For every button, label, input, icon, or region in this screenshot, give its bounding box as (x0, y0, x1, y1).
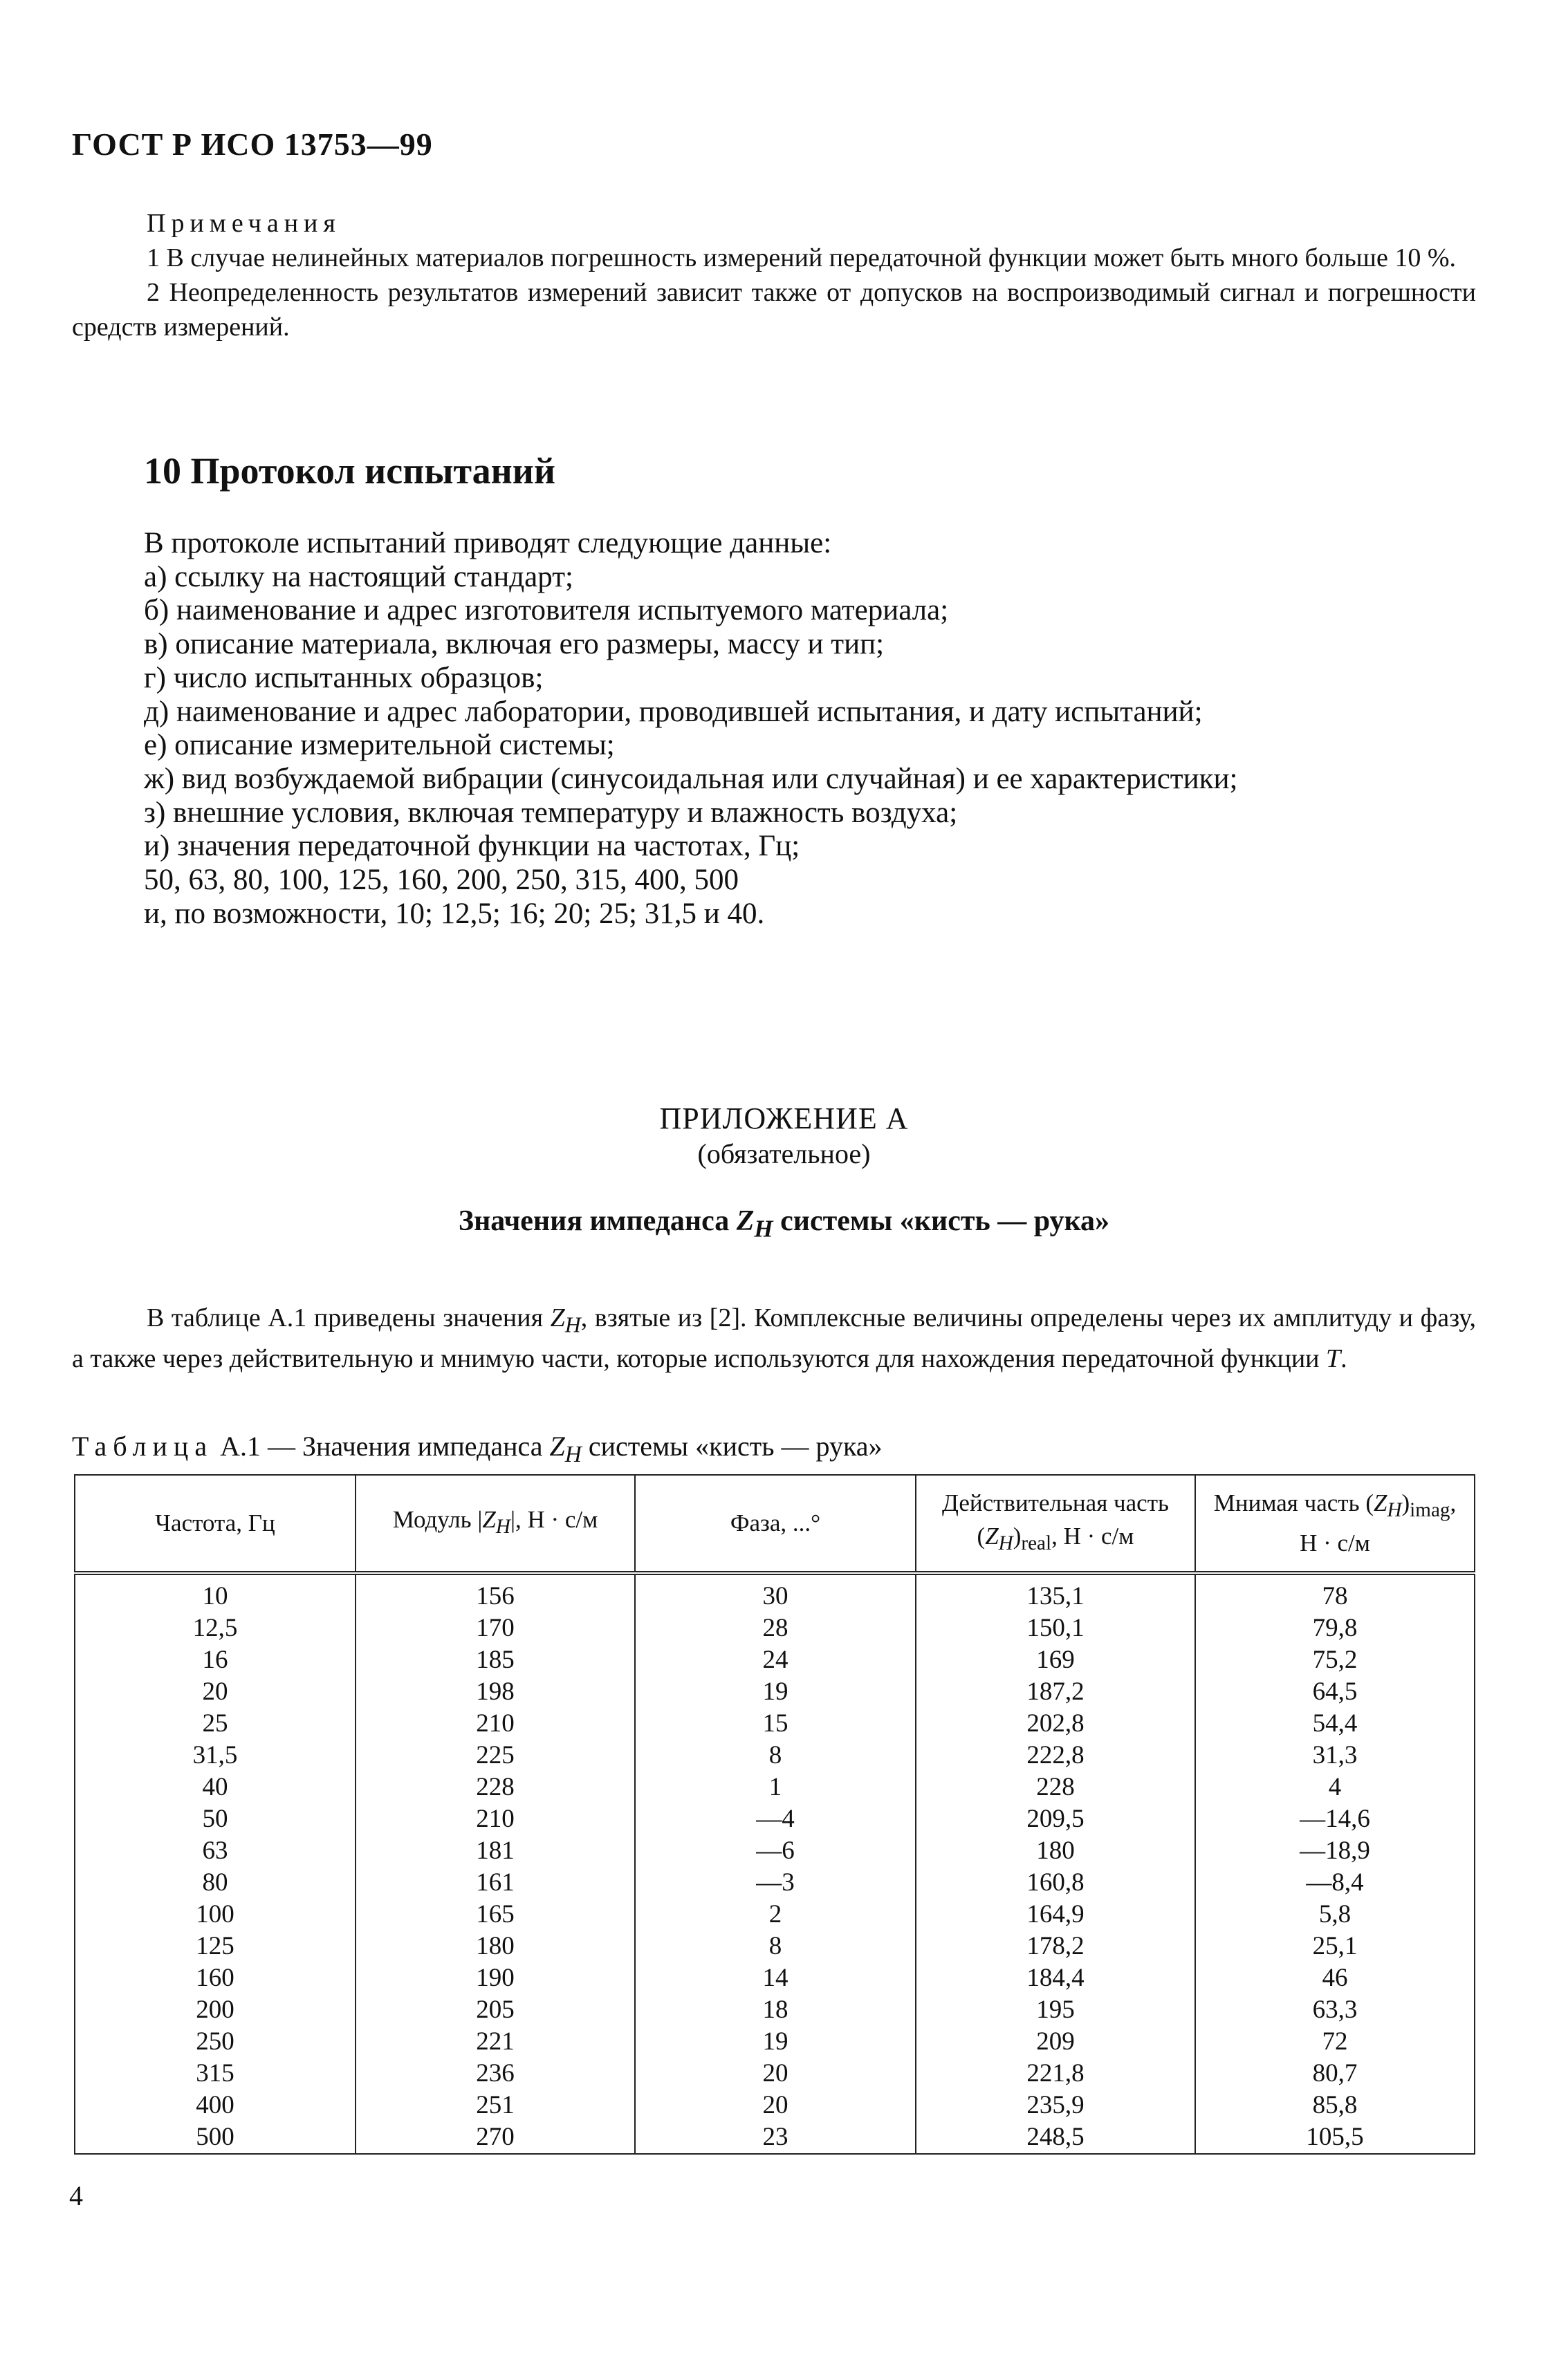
cell-imag-part: 63,3 (1195, 1994, 1475, 2026)
table-row (75, 2026, 1475, 2058)
protocol-item: а) ссылку на настоящий стандарт; (144, 560, 573, 593)
cell-imag-part: 25,1 (1195, 1931, 1475, 1962)
table-row (75, 1676, 1475, 1708)
cell-modulus: 170 (356, 1612, 635, 1644)
cell-real-part: 235,9 (916, 2090, 1195, 2121)
table-row (75, 1644, 1475, 1676)
cell-phase: 1 (635, 1772, 916, 1803)
table-row (75, 1772, 1475, 1803)
cell-real-part: 221,8 (916, 2058, 1195, 2090)
protocol-item: г) число испытанных образцов; (144, 661, 544, 694)
cell-modulus: 190 (356, 1962, 635, 1994)
cell-modulus: 221 (356, 2026, 635, 2058)
cell-modulus: 210 (356, 1708, 635, 1740)
table-row (75, 2090, 1475, 2121)
frequency-list: 50, 63, 80, 100, 125, 160, 200, 250, 315, 400, 500 (144, 864, 739, 897)
cell-frequency: 31,5 (75, 1740, 356, 1772)
note-item: 2 Неопределенность результатов измерений зависит также от допусков на воспроизводимый сигнал и погрешности средств измерений. (72, 278, 1476, 342)
protocol-intro: В протоколе испытаний приводят следующие данные: (144, 527, 832, 559)
cell-real-part: 169 (916, 1644, 1195, 1676)
table-caption: Таблица А.1 — Значения импеданса $Z_H$ системы «кисть — рука» (72, 1431, 883, 1467)
cell-frequency: 10 (75, 1573, 356, 1612)
cell-imag-part: 5,8 (1195, 1899, 1475, 1931)
cell-frequency: 100 (75, 1899, 356, 1931)
cell-modulus: 181 (356, 1835, 635, 1867)
table-row (75, 1612, 1475, 1644)
cell-modulus: 156 (356, 1573, 635, 1612)
cell-frequency: 80 (75, 1867, 356, 1899)
cell-imag-part: 54,4 (1195, 1708, 1475, 1740)
protocol-item: е) описание измерительной системы; (144, 729, 615, 762)
table-row (75, 1962, 1475, 1994)
cell-real-part: 195 (916, 1994, 1195, 2026)
table-row (75, 1835, 1475, 1867)
cell-imag-part: 31,3 (1195, 1740, 1475, 1772)
cell-phase: 19 (635, 1676, 916, 1708)
protocol-item: и) значения передаточной функции на частотах, Гц; (144, 830, 800, 863)
cell-imag-part: 75,2 (1195, 1644, 1475, 1676)
notes-title: Примечания (147, 209, 341, 238)
cell-real-part: 209 (916, 2026, 1195, 2058)
cell-real-part: 150,1 (916, 1612, 1195, 1644)
cell-modulus: 225 (356, 1740, 635, 1772)
cell-modulus: 161 (356, 1867, 635, 1899)
protocol-list (144, 527, 1458, 931)
table-row (75, 1740, 1475, 1772)
table-header-row (75, 1475, 1475, 1573)
cell-frequency: 20 (75, 1676, 356, 1708)
cell-frequency: 50 (75, 1803, 356, 1835)
cell-phase: 23 (635, 2121, 916, 2154)
cell-imag-part: —18,9 (1195, 1835, 1475, 1867)
cell-phase: 18 (635, 1994, 916, 2026)
cell-imag-part: 72 (1195, 2026, 1475, 2058)
cell-phase: 8 (635, 1931, 916, 1962)
cell-frequency: 250 (75, 2026, 356, 2058)
cell-phase: 24 (635, 1644, 916, 1676)
col-header-phase: Фаза, ...° (635, 1475, 916, 1573)
cell-modulus: 198 (356, 1676, 635, 1708)
cell-phase: 19 (635, 2026, 916, 2058)
table-row (75, 2121, 1475, 2154)
note-item: 1 В случае нелинейных материалов погрешность измерений передаточной функции может быть много больше 10 %. (147, 243, 1456, 272)
protocol-item: з) внешние условия, включая температуру и влажность воздуха; (144, 796, 958, 829)
cell-real-part: 164,9 (916, 1899, 1195, 1931)
document-code: ГОСТ Р ИСО 13753—99 (72, 127, 433, 162)
cell-frequency: 12,5 (75, 1612, 356, 1644)
cell-phase: 2 (635, 1899, 916, 1931)
cell-modulus: 165 (356, 1899, 635, 1931)
cell-phase: 20 (635, 2090, 916, 2121)
cell-imag-part: 85,8 (1195, 2090, 1475, 2121)
cell-imag-part: —8,4 (1195, 1867, 1475, 1899)
cell-imag-part: 64,5 (1195, 1676, 1475, 1708)
cell-real-part: 160,8 (916, 1867, 1195, 1899)
table-row (75, 1708, 1475, 1740)
cell-modulus: 236 (356, 2058, 635, 2090)
cell-phase: 20 (635, 2058, 916, 2090)
frequency-list-optional: и, по возможности, 10; 12,5; 16; 20; 25; 31,5 и 40. (144, 897, 765, 930)
annex-heading: Значения импеданса $Z_H$ системы «кисть — рука» (458, 1205, 1110, 1243)
cell-real-part: 248,5 (916, 2121, 1195, 2154)
section-title: 10 Протокол испытаний (144, 450, 556, 492)
impedance-table (74, 1474, 1475, 2155)
protocol-item: ж) вид возбуждаемой вибрации (синусоидальная или случайная) и ее характеристики; (144, 762, 1238, 795)
cell-real-part: 187,2 (916, 1676, 1195, 1708)
cell-frequency: 63 (75, 1835, 356, 1867)
cell-real-part: 180 (916, 1835, 1195, 1867)
cell-phase: 28 (635, 1612, 916, 1644)
cell-imag-part: 4 (1195, 1772, 1475, 1803)
annex-title: ПРИЛОЖЕНИЕ А (659, 1101, 909, 1135)
cell-imag-part: 80,7 (1195, 2058, 1475, 2090)
cell-phase: 8 (635, 1740, 916, 1772)
cell-imag-part: —14,6 (1195, 1803, 1475, 1835)
cell-real-part: 178,2 (916, 1931, 1195, 1962)
cell-frequency: 40 (75, 1772, 356, 1803)
table-row (75, 1899, 1475, 1931)
cell-real-part: 209,5 (916, 1803, 1195, 1835)
table-row (75, 2058, 1475, 2090)
cell-imag-part: 46 (1195, 1962, 1475, 1994)
cell-modulus: 180 (356, 1931, 635, 1962)
cell-real-part: 228 (916, 1772, 1195, 1803)
table-row (75, 1867, 1475, 1899)
col-header-imag-part: Мнимая часть $(Z_H)_{imag}$, Н · с/м (1195, 1475, 1475, 1573)
cell-phase: —3 (635, 1867, 916, 1899)
cell-modulus: 205 (356, 1994, 635, 2026)
cell-frequency: 400 (75, 2090, 356, 2121)
cell-frequency: 125 (75, 1931, 356, 1962)
notes-block (72, 206, 1476, 344)
table-row (75, 1573, 1475, 1612)
cell-imag-part: 78 (1195, 1573, 1475, 1612)
cell-real-part: 222,8 (916, 1740, 1195, 1772)
annex-subtitle: (обязательное) (697, 1138, 871, 1169)
cell-modulus: 228 (356, 1772, 635, 1803)
protocol-item: б) наименование и адрес изготовителя испытуемого материала; (144, 594, 949, 627)
cell-real-part: 184,4 (916, 1962, 1195, 1994)
cell-frequency: 500 (75, 2121, 356, 2154)
cell-frequency: 25 (75, 1708, 356, 1740)
cell-phase: 15 (635, 1708, 916, 1740)
cell-modulus: 251 (356, 2090, 635, 2121)
cell-real-part: 202,8 (916, 1708, 1195, 1740)
protocol-item: в) описание материала, включая его размеры, массу и тип; (144, 628, 885, 661)
cell-frequency: 315 (75, 2058, 356, 2090)
page-number: 4 (69, 2180, 83, 2211)
table-row (75, 1994, 1475, 2026)
col-header-real-part: Действительная часть $(Z_H)_{real}$, Н · с/м (916, 1475, 1195, 1573)
cell-modulus: 185 (356, 1644, 635, 1676)
cell-phase: —4 (635, 1803, 916, 1835)
table-row (75, 1931, 1475, 1962)
cell-frequency: 16 (75, 1644, 356, 1676)
cell-phase: 30 (635, 1573, 916, 1612)
protocol-item: д) наименование и адрес лаборатории, проводившей испытания, и дату испытаний; (144, 695, 1203, 728)
cell-real-part: 135,1 (916, 1573, 1195, 1612)
cell-modulus: 210 (356, 1803, 635, 1835)
cell-imag-part: 79,8 (1195, 1612, 1475, 1644)
cell-frequency: 200 (75, 1994, 356, 2026)
cell-modulus: 270 (356, 2121, 635, 2154)
table-row (75, 1803, 1475, 1835)
cell-phase: 14 (635, 1962, 916, 1994)
col-header-modulus: Модуль $|Z_H|$, Н · с/м (356, 1475, 635, 1573)
cell-imag-part: 105,5 (1195, 2121, 1475, 2154)
cell-frequency: 160 (75, 1962, 356, 1994)
col-header-frequency: Частота, Гц (75, 1475, 356, 1573)
cell-phase: —6 (635, 1835, 916, 1867)
annex-intro: В таблице А.1 приведены значения $Z_H$, взятые из [2]. Комплексные величины определены через их амплитуду и фазу, а также через действительную и мнимую части, которые используются для нахождения передаточной функции T. (72, 1303, 1476, 1373)
